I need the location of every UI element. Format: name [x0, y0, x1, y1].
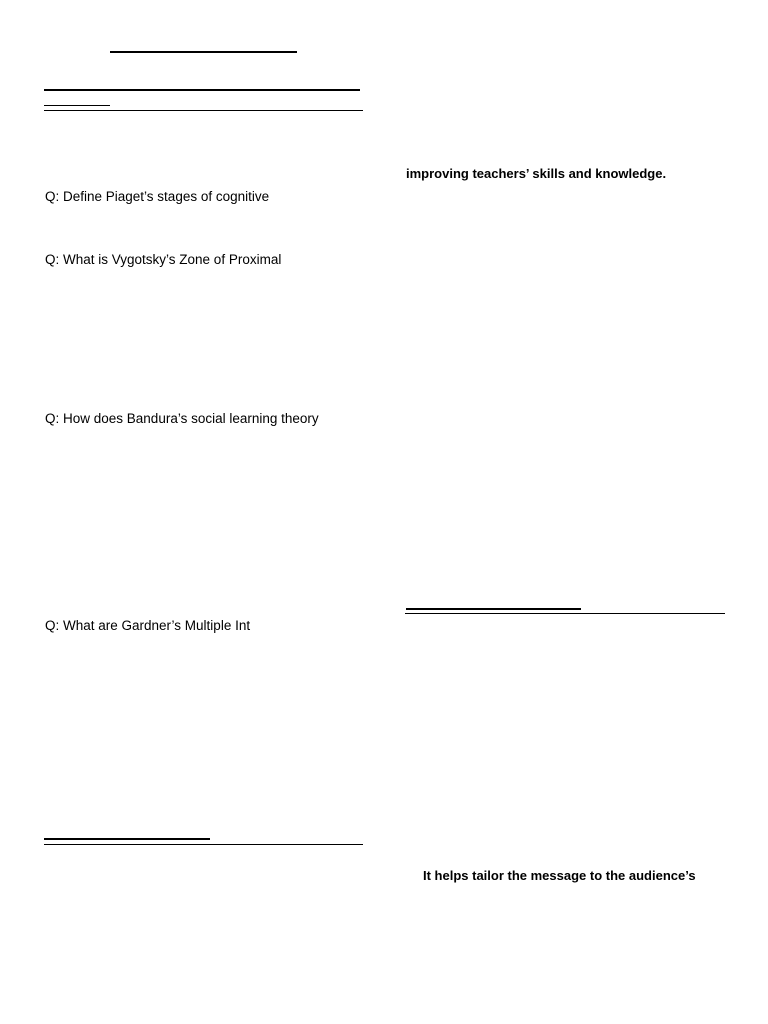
question-bandura: Q: How does Bandura’s social learning theory [45, 411, 319, 426]
section-divider-right [405, 613, 725, 614]
answer-tailor-message: It helps tailor the message to the audience’s [423, 868, 696, 883]
section-underline-right [406, 608, 581, 610]
section-divider-bottom-left [44, 844, 363, 845]
question-vygotsky: Q: What is Vygotsky’s Zone of Proximal [45, 252, 282, 267]
section-divider-top [44, 110, 363, 111]
heading-rule-long [44, 89, 360, 91]
answer-teachers-skills: improving teachers’ skills and knowledge. [406, 166, 667, 181]
question-gardner: Q: What are Gardner’s Multiple Int [45, 618, 251, 633]
question-piaget: Q: Define Piaget’s stages of cognitive [45, 189, 270, 204]
section-underline-bottom-left [44, 838, 210, 840]
title-underline [110, 51, 297, 53]
heading-rule-short [44, 105, 110, 106]
